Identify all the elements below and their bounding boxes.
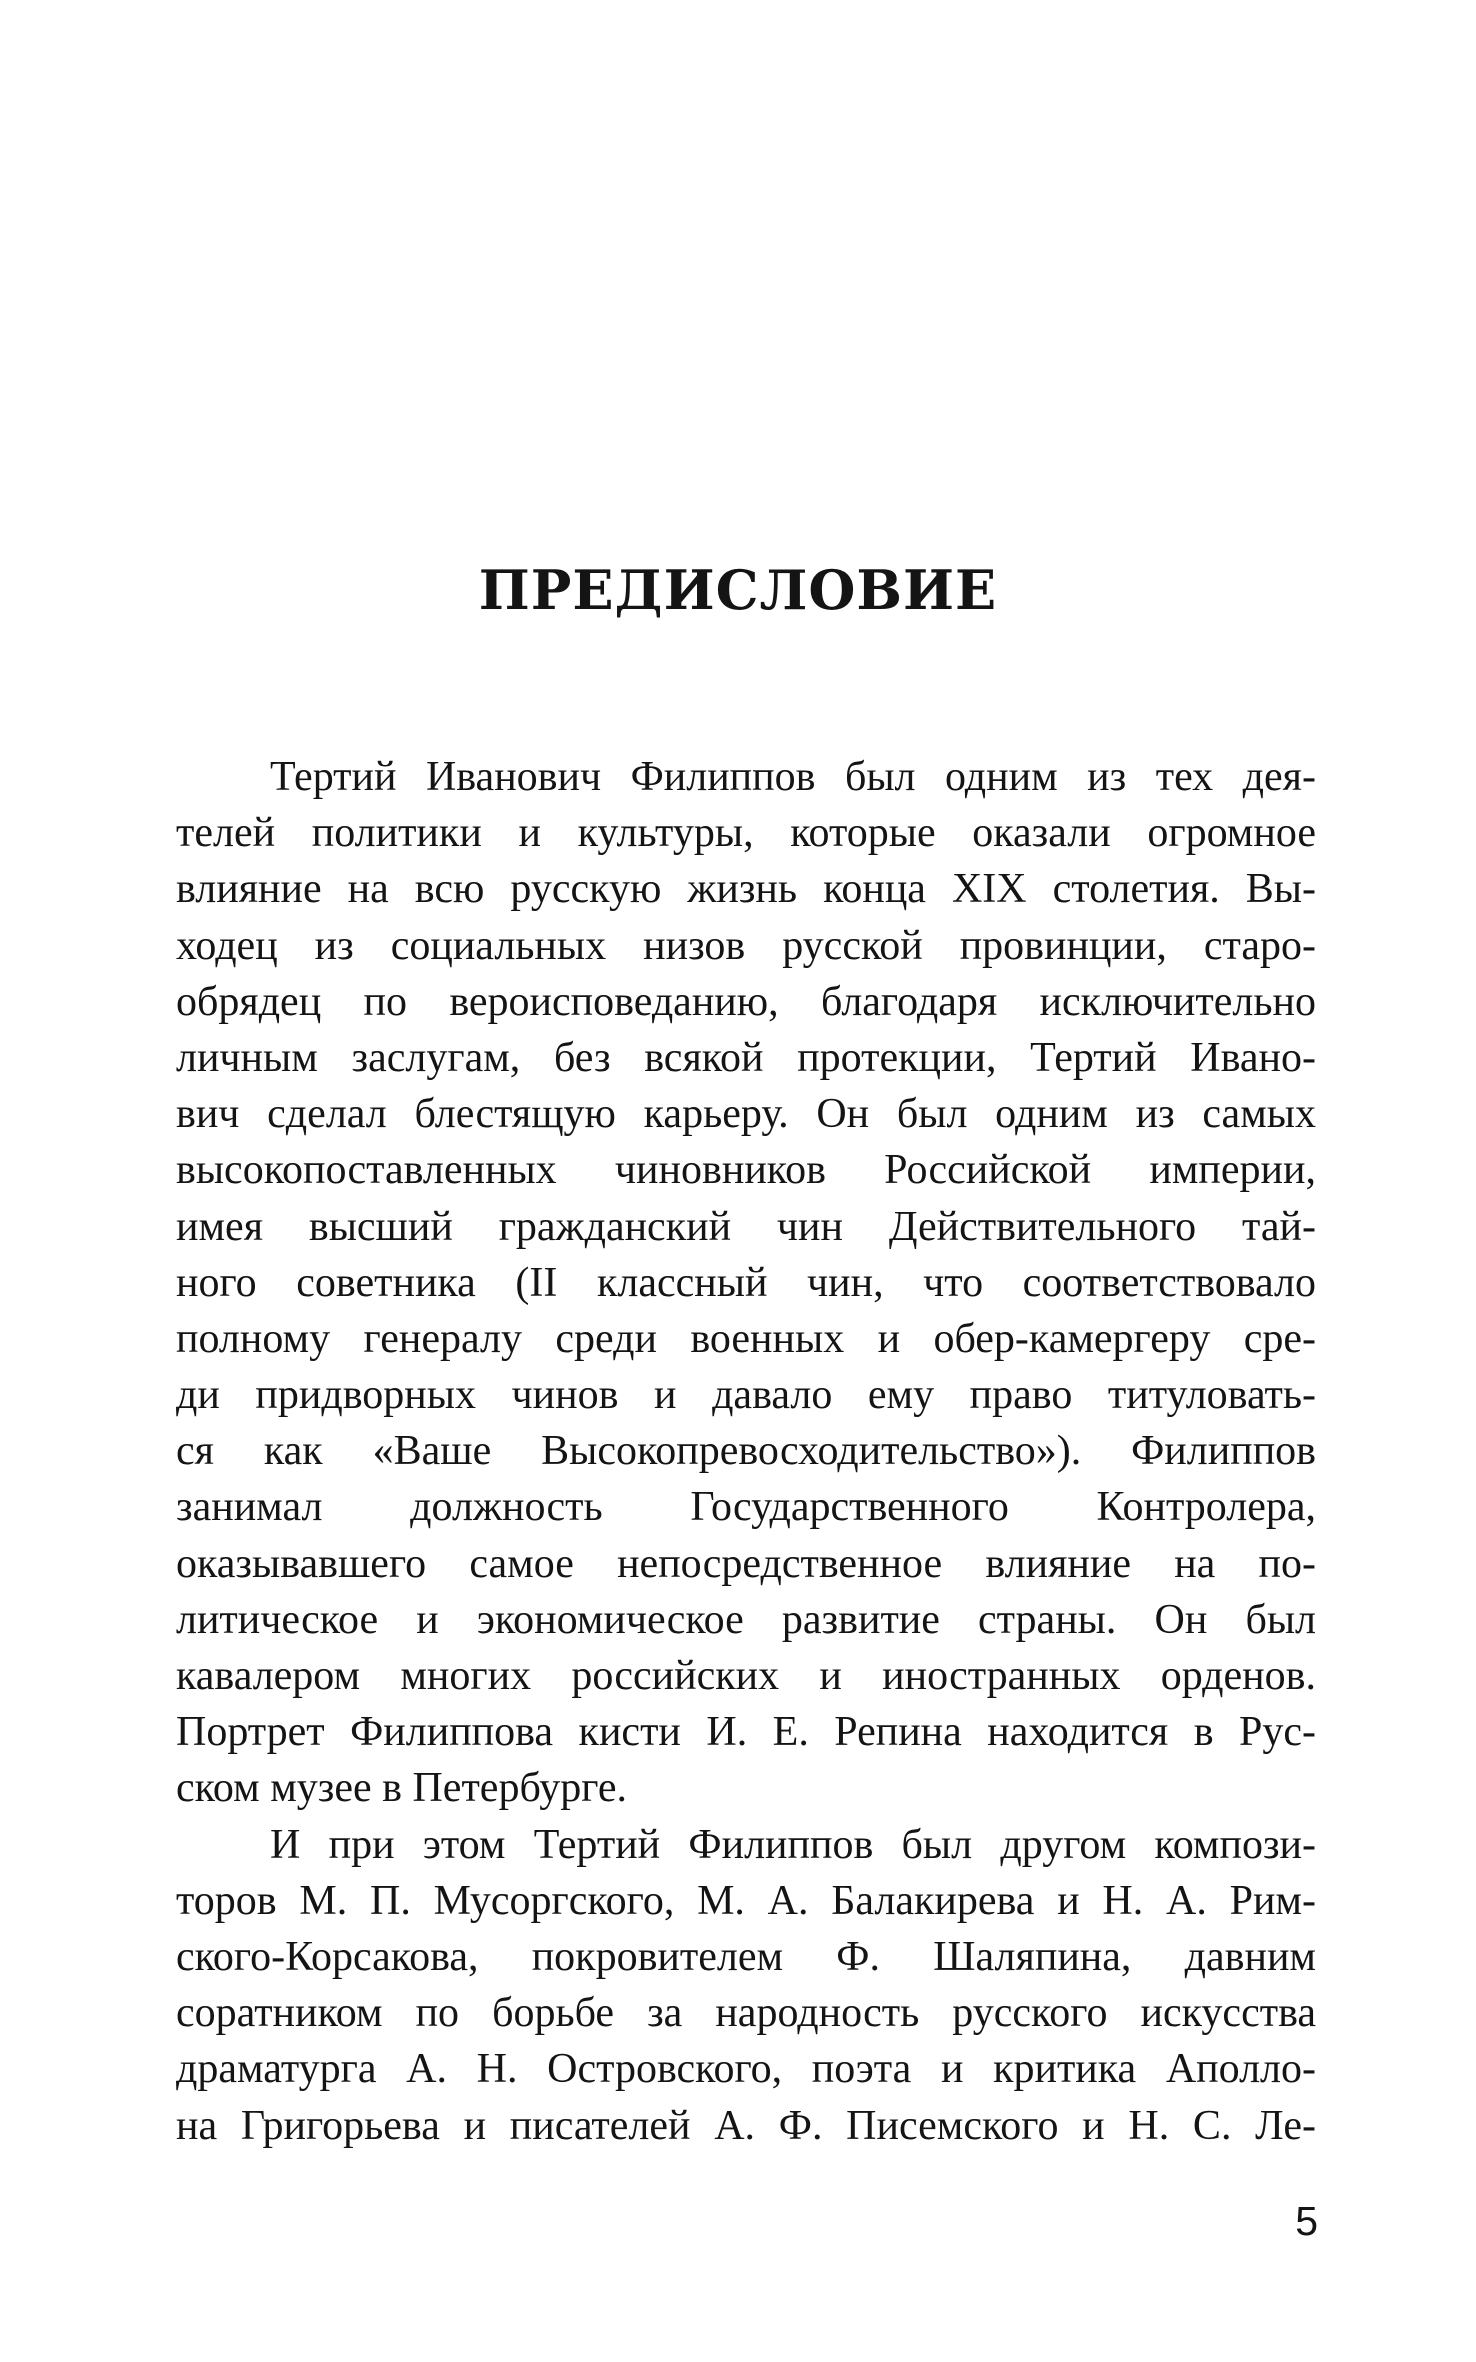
text-line: ди придворных чинов и давало ему право титуловать- <box>176 1372 1316 1419</box>
text-line: телей политики и культуры, которые оказали огромное <box>176 810 1316 857</box>
page-number: 5 <box>1295 2198 1318 2244</box>
text-line: вич сделал блестящую карьеру. Он был одним из самых <box>176 1091 1316 1138</box>
paragraph-2 <box>176 1817 1316 2154</box>
text-line: на Григорьева и писателей А. Ф. Писемского и Н. С. Ле- <box>176 2102 1316 2149</box>
text-line: И при этом Тертий Филиппов был другом компози- <box>270 1821 1316 1868</box>
text-line: влияние на всю русскую жизнь конца XIX столетия. Вы- <box>176 866 1316 913</box>
text-line: ского-Корсакова, покровителем Ф. Шаляпина, давним <box>176 1933 1316 1980</box>
body-text <box>176 749 1316 2154</box>
text-line: драматурга А. Н. Островского, поэта и критика Аполло- <box>176 2046 1316 2093</box>
text-line: Тертий Иванович Филиппов был одним из тех дея- <box>270 754 1316 800</box>
text-line: личным заслугам, без всякой протекции, Тертий Ивано- <box>176 1034 1316 1081</box>
text-line: обрядец по вероисповеданию, благодаря исключительно <box>176 978 1316 1025</box>
text-line: ходец из социальных низов русской провинции, старо- <box>176 922 1316 969</box>
text-line: торов М. П. Мусоргского, М. А. Балакирева и Н. А. Рим- <box>176 1877 1316 1924</box>
text-line: высокопоставленных чиновников Российской империи, <box>176 1147 1316 1194</box>
text-line: ного советника (II классный чин, что соответствовало <box>176 1259 1316 1306</box>
text-line: литическое и экономическое развитие страны. Он был <box>176 1596 1316 1643</box>
text-line: занимал должность Государственного Контролера, <box>176 1484 1316 1531</box>
text-line: ском музее в Петербурге. <box>176 1765 628 1812</box>
text-line: Портрет Филиппова кисти И. Е. Репина находится в Рус- <box>176 1709 1316 1756</box>
text-line: кавалером многих российских и иностранных орденов. <box>176 1653 1316 1699</box>
text-line: соратником по борьбе за народность русского искусства <box>176 1990 1316 2037</box>
text-line: имея высший гражданский чин Действительного тай- <box>176 1203 1316 1250</box>
chapter-title: ПРЕДИСЛОВИЕ <box>478 558 998 622</box>
paragraph-1 <box>176 749 1316 1817</box>
text-line: оказывавшего самое непосредственное влияние на по- <box>176 1540 1316 1587</box>
text-line: полному генералу среди военных и обер-камергеру сре- <box>176 1315 1316 1362</box>
text-line: ся как «Ваше Высокопревосходительство»). Филиппов <box>176 1428 1316 1475</box>
